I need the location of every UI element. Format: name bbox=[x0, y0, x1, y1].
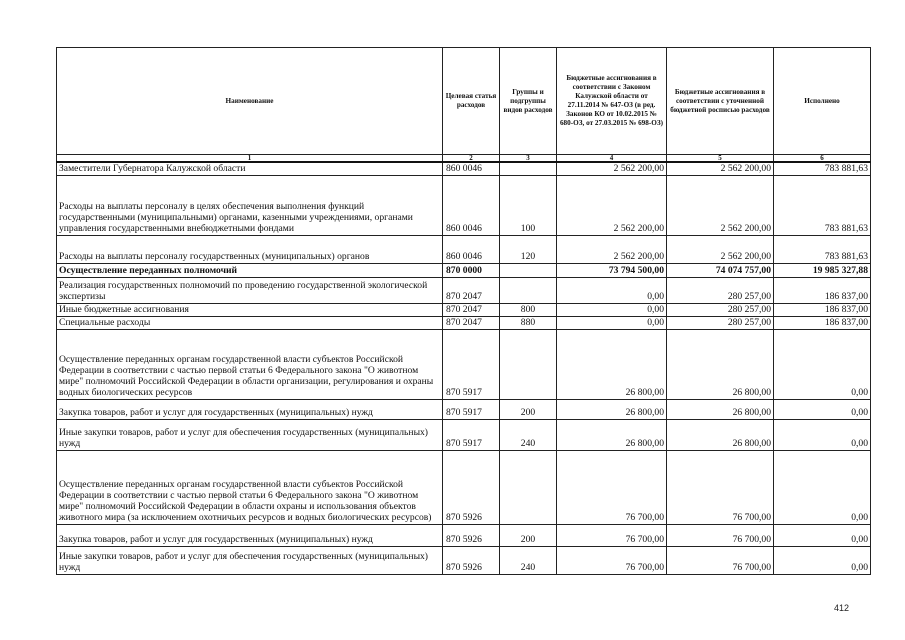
table-body bbox=[57, 162, 871, 574]
row-law: 0,00 bbox=[557, 303, 667, 316]
row-target: 860 0046 bbox=[443, 162, 500, 175]
row-target: 870 5926 bbox=[443, 450, 500, 524]
row-target: 870 2047 bbox=[443, 316, 500, 329]
table-row bbox=[57, 303, 871, 316]
row-group bbox=[500, 450, 557, 524]
table-row bbox=[57, 162, 871, 175]
column-number: 2 bbox=[443, 155, 500, 163]
row-executed: 0,00 bbox=[774, 399, 871, 419]
row-target: 870 5917 bbox=[443, 329, 500, 399]
row-name: Закупка товаров, работ и услуг для государственных (муниципальных) нужд bbox=[57, 524, 443, 546]
column-number: 3 bbox=[500, 155, 557, 163]
row-target: 860 0046 bbox=[443, 235, 500, 263]
row-executed: 186 837,00 bbox=[774, 316, 871, 329]
row-name: Осуществление переданных органам государственной власти субъектов Российской Федерации в соответствии с частью первой статьи 6 Федерального закона "О животном мире" полномочий Российской Федерации в области охраны и использования объектов животного мира (за исключением охотничьих ресурсов и водных биологических ресурсов) bbox=[57, 450, 443, 524]
row-executed: 0,00 bbox=[774, 546, 871, 574]
table-row bbox=[57, 329, 871, 399]
row-executed: 783 881,63 bbox=[774, 162, 871, 175]
row-executed: 19 985 327,88 bbox=[774, 263, 871, 277]
row-group: 100 bbox=[500, 175, 557, 235]
budget-table bbox=[56, 47, 871, 575]
row-group: 240 bbox=[500, 419, 557, 450]
header-group: Группы и подгруппы видов расходов bbox=[500, 48, 557, 155]
row-target: 860 0046 bbox=[443, 175, 500, 235]
row-law: 2 562 200,00 bbox=[557, 235, 667, 263]
row-executed: 783 881,63 bbox=[774, 235, 871, 263]
row-refined: 280 257,00 bbox=[667, 316, 774, 329]
row-refined: 76 700,00 bbox=[667, 546, 774, 574]
table-row bbox=[57, 419, 871, 450]
row-target: 870 5926 bbox=[443, 546, 500, 574]
row-refined: 2 562 200,00 bbox=[667, 175, 774, 235]
row-name: Осуществление переданных органам государственной власти субъектов Российской Федерации в соответствии с частью первой статьи 6 Федерального закона "О животном мире" полномочий Российской Федерации в области организации, регулирования и охраны водных биологических ресурсов bbox=[57, 329, 443, 399]
column-number: 4 bbox=[557, 155, 667, 163]
row-group: 200 bbox=[500, 524, 557, 546]
row-target: 870 2047 bbox=[443, 303, 500, 316]
row-name: Реализация государственных полномочий по проведению государственной экологической экспертизы bbox=[57, 277, 443, 303]
row-name: Иные закупки товаров, работ и услуг для обеспечения государственных (муниципальных) нужд bbox=[57, 546, 443, 574]
column-number: 1 bbox=[57, 155, 443, 163]
page-number: 412 bbox=[834, 603, 850, 613]
table-row bbox=[57, 546, 871, 574]
row-executed: 0,00 bbox=[774, 450, 871, 524]
table-row bbox=[57, 316, 871, 329]
row-group bbox=[500, 329, 557, 399]
header-executed: Исполнено bbox=[774, 48, 871, 155]
row-refined: 76 700,00 bbox=[667, 450, 774, 524]
row-name: Закупка товаров, работ и услуг для государственных (муниципальных) нужд bbox=[57, 399, 443, 419]
row-group: 880 bbox=[500, 316, 557, 329]
row-refined: 26 800,00 bbox=[667, 419, 774, 450]
row-law: 2 562 200,00 bbox=[557, 175, 667, 235]
row-law: 73 794 500,00 bbox=[557, 263, 667, 277]
row-group: 240 bbox=[500, 546, 557, 574]
row-law: 26 800,00 bbox=[557, 419, 667, 450]
column-number-row bbox=[57, 155, 871, 163]
row-target: 870 2047 bbox=[443, 277, 500, 303]
row-refined: 280 257,00 bbox=[667, 277, 774, 303]
row-law: 76 700,00 bbox=[557, 546, 667, 574]
row-law: 26 800,00 bbox=[557, 329, 667, 399]
row-name: Заместители Губернатора Калужской области bbox=[57, 162, 443, 175]
header-row bbox=[57, 48, 871, 155]
row-refined: 2 562 200,00 bbox=[667, 235, 774, 263]
row-refined: 2 562 200,00 bbox=[667, 162, 774, 175]
row-name: Иные бюджетные ассигнования bbox=[57, 303, 443, 316]
row-group bbox=[500, 263, 557, 277]
row-group bbox=[500, 162, 557, 175]
row-target: 870 5917 bbox=[443, 419, 500, 450]
row-target: 870 5917 bbox=[443, 399, 500, 419]
header-target: Целевая статья расходов bbox=[443, 48, 500, 155]
row-executed: 186 837,00 bbox=[774, 303, 871, 316]
table-row bbox=[57, 450, 871, 524]
row-executed: 0,00 bbox=[774, 524, 871, 546]
row-law: 2 562 200,00 bbox=[557, 162, 667, 175]
row-law: 76 700,00 bbox=[557, 524, 667, 546]
row-refined: 26 800,00 bbox=[667, 329, 774, 399]
row-law: 0,00 bbox=[557, 277, 667, 303]
table-row bbox=[57, 277, 871, 303]
row-name: Специальные расходы bbox=[57, 316, 443, 329]
table-row bbox=[57, 235, 871, 263]
row-target: 870 0000 bbox=[443, 263, 500, 277]
row-group bbox=[500, 277, 557, 303]
header-law: Бюджетные ассигнования в соответствии с Законом Калужской области от 27.11.2014 № 647-ОЗ (в ред. Законов КО от 10.02.2015 № 680-ОЗ, от 27.03.2015 № 698-ОЗ) bbox=[557, 48, 667, 155]
row-executed: 186 837,00 bbox=[774, 277, 871, 303]
header-name: Наименование bbox=[57, 48, 443, 155]
row-executed: 0,00 bbox=[774, 329, 871, 399]
row-executed: 783 881,63 bbox=[774, 175, 871, 235]
row-law: 0,00 bbox=[557, 316, 667, 329]
column-number: 6 bbox=[774, 155, 871, 163]
row-name: Расходы на выплаты персоналу государственных (муниципальных) органов bbox=[57, 235, 443, 263]
row-group: 800 bbox=[500, 303, 557, 316]
row-name: Иные закупки товаров, работ и услуг для обеспечения государственных (муниципальных) нужд bbox=[57, 419, 443, 450]
row-group: 120 bbox=[500, 235, 557, 263]
table-row bbox=[57, 175, 871, 235]
row-refined: 76 700,00 bbox=[667, 524, 774, 546]
table-row bbox=[57, 263, 871, 277]
table-row bbox=[57, 399, 871, 419]
row-law: 26 800,00 bbox=[557, 399, 667, 419]
row-refined: 26 800,00 bbox=[667, 399, 774, 419]
row-group: 200 bbox=[500, 399, 557, 419]
table-header bbox=[57, 48, 871, 163]
row-executed: 0,00 bbox=[774, 419, 871, 450]
table-row bbox=[57, 524, 871, 546]
row-name: Осуществление переданных полномочий bbox=[57, 263, 443, 277]
column-number: 5 bbox=[667, 155, 774, 163]
row-law: 76 700,00 bbox=[557, 450, 667, 524]
row-name: Расходы на выплаты персоналу в целях обеспечения выполнения функций государственными (муниципальными) органами, казенными учреждениями, органами управления государственными внебюджетными фондами bbox=[57, 175, 443, 235]
row-refined: 280 257,00 bbox=[667, 303, 774, 316]
row-refined: 74 074 757,00 bbox=[667, 263, 774, 277]
header-refined: Бюджетные ассигнования в соответствии с уточненной бюджетной росписью расходов bbox=[667, 48, 774, 155]
row-target: 870 5926 bbox=[443, 524, 500, 546]
